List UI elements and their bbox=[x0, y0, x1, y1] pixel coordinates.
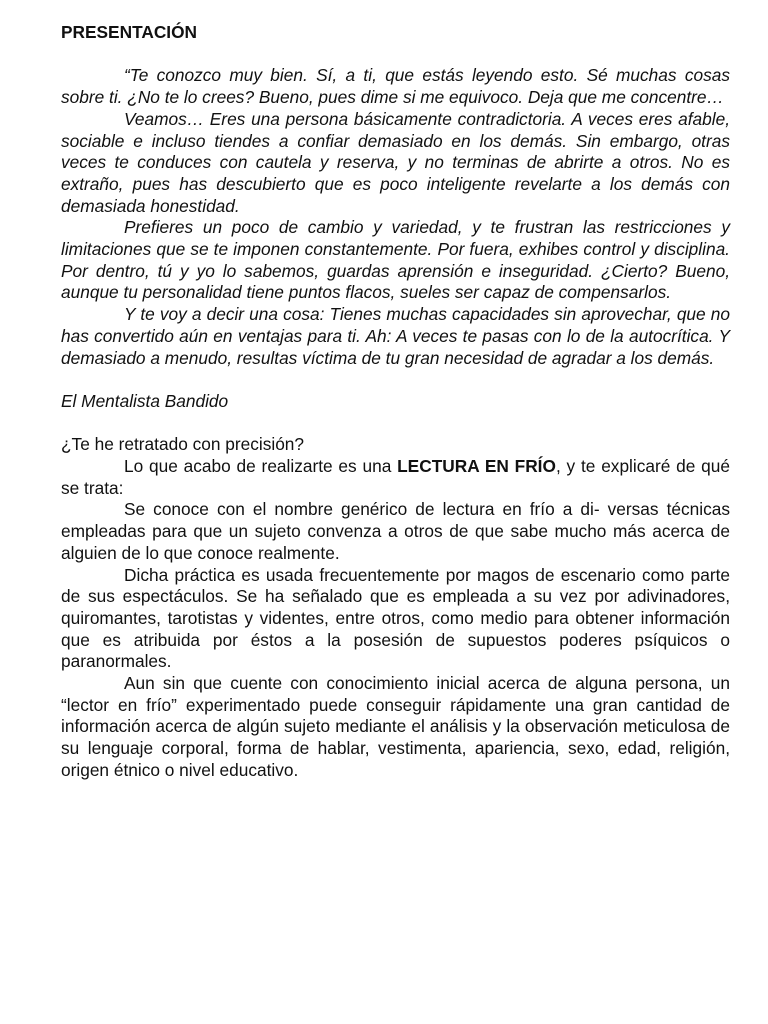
quote-paragraph: Y te voy a decir una cosa: Tienes muchas capacidades sin aprovechar, que no has convertido aún en ventajas para ti. Ah: A veces te pasas con lo de la autocrítica. Y demasiado a menudo, resultas víctima de tu gran necesidad de agradar a los demás. bbox=[61, 304, 730, 368]
body-paragraph: Se conoce con el nombre genérico de lectura en frío a di- versas técnicas empleadas para que un sujeto convenza a otros de que sabe mucho más acerca de alguien de lo que conoce realmente. bbox=[61, 499, 730, 563]
body-paragraph: Aun sin que cuente con conocimiento inicial acerca de alguna persona, un “lector en frío” experimentado puede conseguir rápidamente una gran cantidad de información acerca de algún sujeto mediante el análisis y la observación meticulosa de su lenguaje corporal, forma de hablar, vestimenta, apariencia, sexo, edad, religión, origen étnico o nivel educativo. bbox=[61, 673, 730, 780]
quote-paragraph: “Te conozco muy bien. Sí, a ti, que estás leyendo esto. Sé muchas cosas sobre ti. ¿No te lo crees? Bueno, pues dime si me equivoco. Deja que me concentre… bbox=[61, 65, 730, 108]
intro-paragraph bbox=[61, 456, 730, 499]
question-line: ¿Te he retratado con precisión? bbox=[61, 434, 305, 455]
intro-text-after: , y te explicaré de qué se trata: bbox=[61, 456, 731, 498]
quote-paragraph: Prefieres un poco de cambio y variedad, y te frustran las restricciones y limitaciones que se te imponen constantemente. Por fuera, exhibes control y disciplina. Por dentro, tú y yo lo sabemos, guardas aprensión e inseguridad. ¿Cierto? Bueno, aunque tu personalidad tiene puntos flacos, sueles ser capaz de compensarlos. bbox=[61, 217, 730, 303]
document-page bbox=[61, 22, 730, 782]
quote-paragraph: Veamos… Eres una persona básicamente contradictoria. A veces eres afable, sociable e incluso tiendes a confiar demasiado en los demás. Sin embargo, otras veces te conduces con cautela y reserva, y no terminas de abrirte a otros. No es extraño, pues has descubierto que es poco inteligente revelarte a los demás con demasiada honestidad. bbox=[61, 108, 730, 216]
page-title: PRESENTACIÓN bbox=[61, 22, 198, 42]
body-paragraph: Dicha práctica es usada frecuentemente por magos de escenario como parte de sus espectáculos. Se ha señalado que es empleada a su vez por adivinadores, quiromantes, tarotistas y videntes, entre otros, como medio para obtener información que es atribuida por éstos a la posesión de supuestos poderes psíquicos o paranormales. bbox=[61, 564, 730, 672]
intro-text-before: Lo que acabo de realizarte es una bbox=[124, 456, 398, 477]
quote-signature: El Mentalista Bandido bbox=[61, 390, 229, 411]
intro-bold-term: LECTURA EN FRÍO bbox=[397, 456, 556, 477]
